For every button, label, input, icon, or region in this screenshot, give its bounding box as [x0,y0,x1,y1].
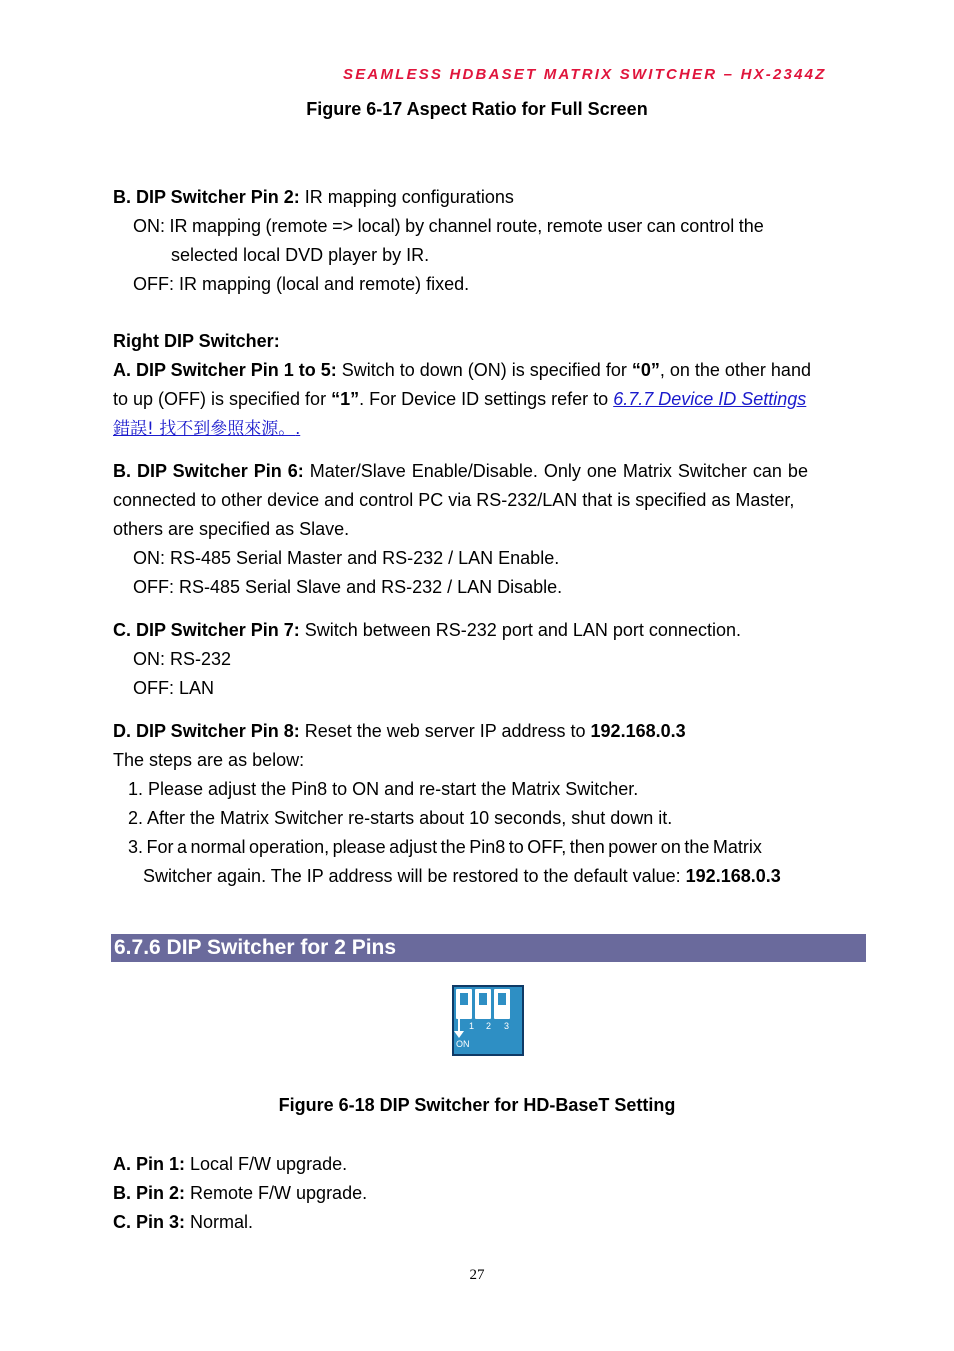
section-heading-6-7-6: 6.7.6 DIP Switcher for 2 Pins [111,934,866,962]
pin-item-text: Local F/W upgrade. [185,1154,348,1174]
pin7-label: C. DIP Switcher Pin 7: [113,620,300,640]
pin8-line [113,717,864,746]
pin2-label: B. DIP Switcher Pin 2: [113,187,300,207]
step-3-text: Switcher again. The IP address will be restored to the default value: [143,866,686,886]
pin-item [113,1208,864,1237]
device-id-settings-link[interactable]: 6.7.7 Device ID Settings [613,389,807,409]
pin6-line3: others are specified as Slave. [113,519,350,539]
pin6-label: B. DIP Switcher Pin 6: [113,461,304,481]
pin1to5-text-b: , on the other hand [659,360,811,380]
pin6-off: OFF: RS-485 Serial Slave and RS-232 / LAN Disable. [133,577,563,597]
pin1to5-text-a: Switch to down (ON) is specified for [336,360,632,380]
pin-item-text: Normal. [185,1212,254,1232]
figure-6-17-caption: Figure 6-17 Aspect Ratio for Full Screen [306,99,648,119]
step-3-line2 [113,862,864,891]
pin7-off: OFF: LAN [133,678,215,698]
pin1to5-line1 [113,356,864,385]
dip-number-3: 3 [504,1021,510,1031]
pin2-line [113,183,864,212]
pin1to5-label: A. DIP Switcher Pin 1 to 5: [113,360,337,380]
steps-intro: The steps are as below: [113,750,305,770]
right-dip-heading-text: Right DIP Switcher: [113,331,280,351]
pin7-text: Switch between RS-232 port and LAN port connection. [299,620,741,640]
pin6-on: ON: RS-485 Serial Master and RS-232 / LAN Enable. [133,548,560,568]
pin2-block [113,183,864,299]
pin1to5-line2-a: to up (OFF) is specified for [113,389,332,409]
dip-number-1: 1 [469,1021,475,1031]
step-1: 1. Please adjust the Pin8 to ON and re-start the Matrix Switcher. [128,779,639,799]
pin-item-text: Remote F/W upgrade. [185,1183,368,1203]
pin6-text: Mater/Slave Enable/Disable. Only one Matrix Switcher can be [303,461,808,481]
pin7-on: ON: RS-232 [133,649,232,669]
pin8-label: D. DIP Switcher Pin 8: [113,721,300,741]
pin2-on-line1: ON: IR mapping (remote => local) by channel route, remote user can control the [133,216,764,236]
pin7-block [113,616,864,703]
pin1to5-line2 [113,385,864,414]
pin2-off: OFF: IR mapping (local and remote) fixed. [133,274,470,294]
pin8-ip: 192.168.0.3 [590,721,686,741]
step-2: 2. After the Matrix Switcher re-starts about 10 seconds, shut down it. [128,808,673,828]
pin-item-label: B. Pin 2: [113,1183,186,1203]
pin6-line2: connected to other device and control PC via RS-232/LAN that is specified as Master, [113,490,795,510]
pin8-text: Reset the web server IP address to [299,721,591,741]
right-dip-block [113,327,864,443]
dip-switch-image [452,985,524,1056]
dip-number-2: 2 [486,1021,492,1031]
pin1to5-one: “1” [331,389,360,409]
pin-item-label: C. Pin 3: [113,1212,186,1232]
dip-on-label: ON [456,1039,470,1049]
pin-item [113,1150,864,1179]
pin1to5-line3 [113,414,864,443]
pin6-block [113,457,864,602]
pin1to5-zero: “0” [631,360,660,380]
page-number: 27 [469,1267,485,1283]
pin-list [113,1150,864,1237]
running-header: SEAMLESS HDBASET MATRIX SWITCHER – HX-2344Z [343,66,827,83]
pin2-text: IR mapping configurations [299,187,514,207]
pin1to5-line2-b: . For Device ID settings refer to [359,389,614,409]
figure-6-18-caption: Figure 6-18 DIP Switcher for HD-BaseT Setting [278,1095,676,1115]
pin7-line [113,616,864,645]
step-3-line1: 3. For a normal operation, please adjust the Pin8 to OFF, then power on the Matrix [128,837,762,857]
pin-item-label: A. Pin 1: [113,1154,186,1174]
reference-error-end: . [295,418,301,438]
pin2-on-line2: selected local DVD player by IR. [171,245,430,265]
right-dip-heading [113,327,864,356]
pin-item [113,1179,864,1208]
pin6-line1 [113,457,864,486]
reference-error-text[interactable]: 錯誤! 找不到參照來源。 [113,419,296,439]
pin8-block [113,717,864,891]
step-3-ip: 192.168.0.3 [685,866,781,886]
